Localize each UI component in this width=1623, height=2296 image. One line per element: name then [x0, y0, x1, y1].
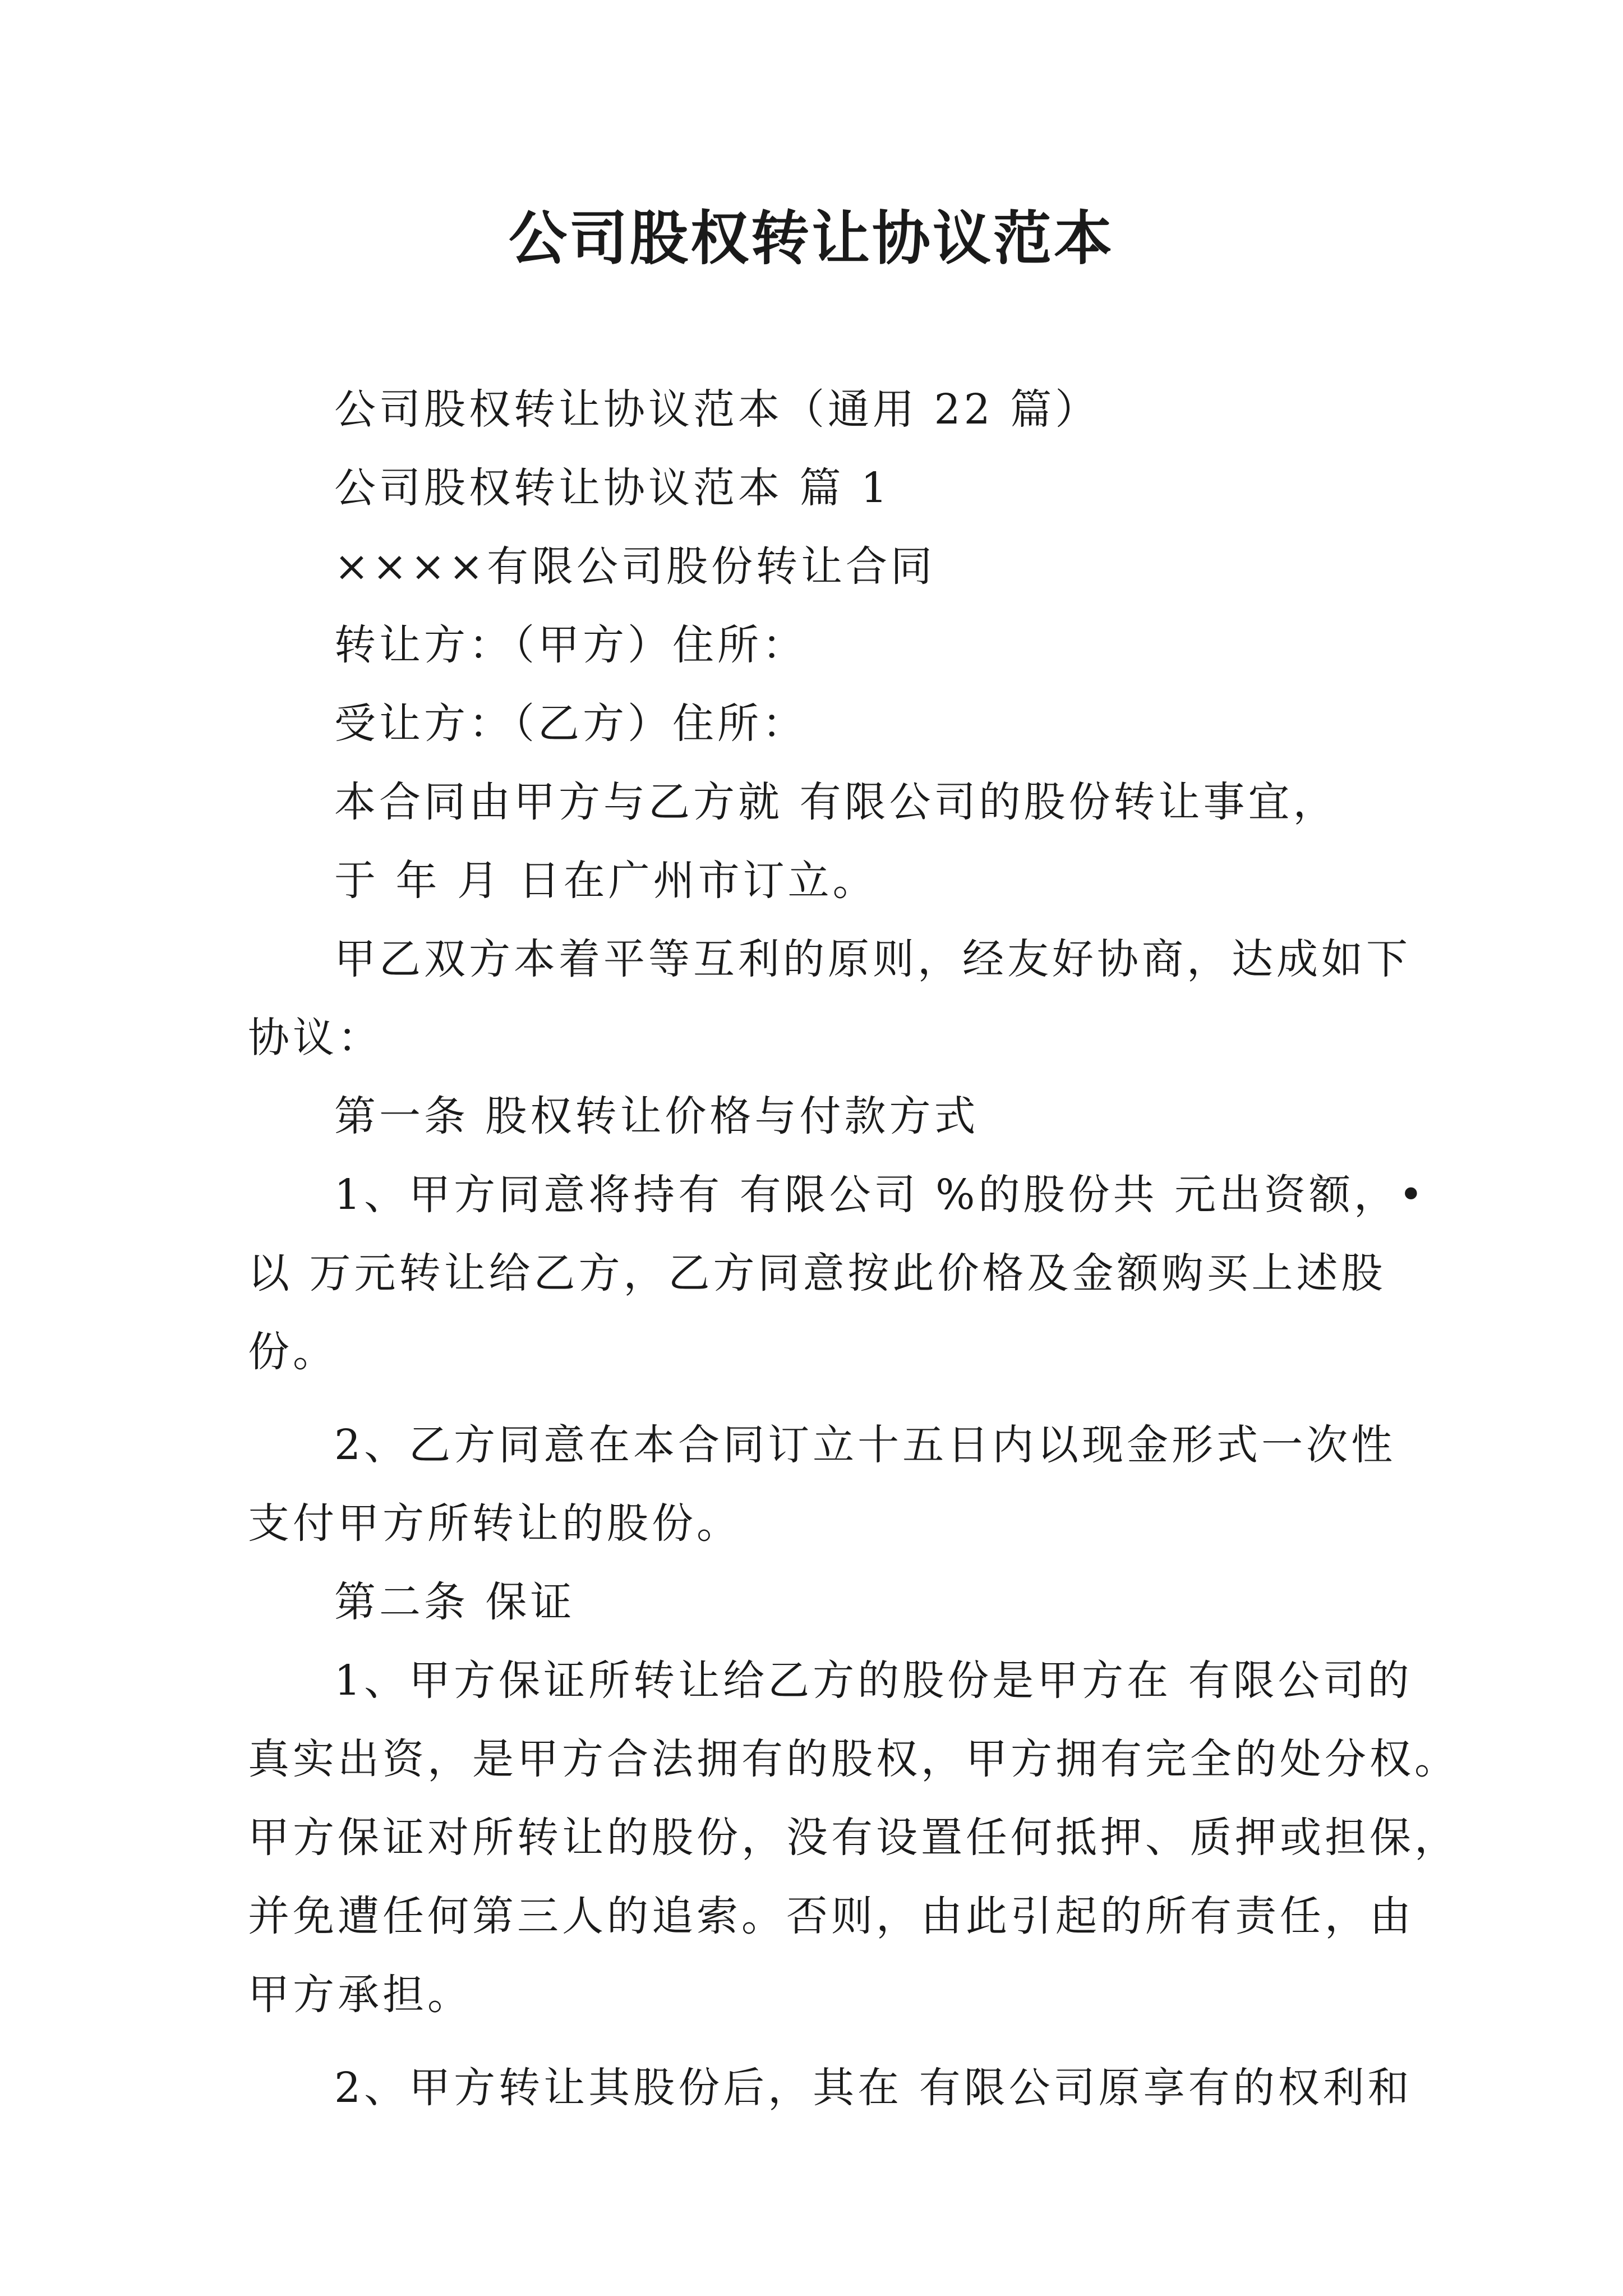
document-title: 公司股权转让协议范本	[508, 204, 1114, 273]
paragraph-line: 以 万元转让给乙方，乙方同意按此价格及金额购买上述股	[248, 1249, 1386, 1297]
subtitle-line: 公司股权转让协议范本（通用 22 篇）	[334, 385, 1100, 434]
article-heading: 第一条 股权转让价格与付款方式	[334, 1092, 979, 1140]
paragraph-line: 本合同由甲方与乙方就 有限公司的股份转让事宜，	[334, 778, 1338, 826]
paragraph-line: 协议：	[248, 1014, 382, 1062]
paragraph-line: 甲乙双方本着平等互利的原则，经友好协商，达成如下	[334, 935, 1411, 983]
article-heading: 第二条 保证	[334, 1578, 575, 1626]
paragraph-line: 甲方保证对所转让的股份，没有设置任何抵押、质押或担保，	[248, 1814, 1459, 1862]
transferee-line: 受让方：（乙方）住所：	[334, 700, 807, 748]
document-body	[248, 370, 1459, 2127]
section-heading: 公司股权转让协议范本 篇 1	[334, 464, 891, 512]
paragraph-line: 2、乙方同意在本合同订立十五日内以现金形式一次性	[334, 1421, 1396, 1469]
paragraph-line: 份。	[248, 1328, 338, 1376]
paragraph-line: 真实出资，是甲方合法拥有的股权，甲方拥有完全的处分权。	[248, 1735, 1459, 1783]
paragraph-line: 2、甲方转让其股份后，其在 有限公司原享有的权利和	[334, 2064, 1413, 2112]
paragraph-line: 甲方承担。	[248, 1971, 472, 2019]
paragraph-line: 于 年 月 日在广州市订立。	[334, 857, 878, 905]
contract-title: ××××有限公司股份转让合同	[334, 542, 936, 591]
paragraph-line: 并免遭任何第三人的追索。否则，由此引起的所有责任，由	[248, 1892, 1414, 1940]
paragraph-line: 支付甲方所转让的股份。	[248, 1499, 741, 1548]
paragraph-line: 1、甲方同意将持有 有限公司 %的股份共 元出资额，•	[334, 1171, 1427, 1219]
paragraph-line: 1、甲方保证所转让给乙方的股份是甲方在 有限公司的	[334, 1657, 1413, 1705]
transferor-line: 转让方：（甲方）住所：	[334, 621, 807, 669]
